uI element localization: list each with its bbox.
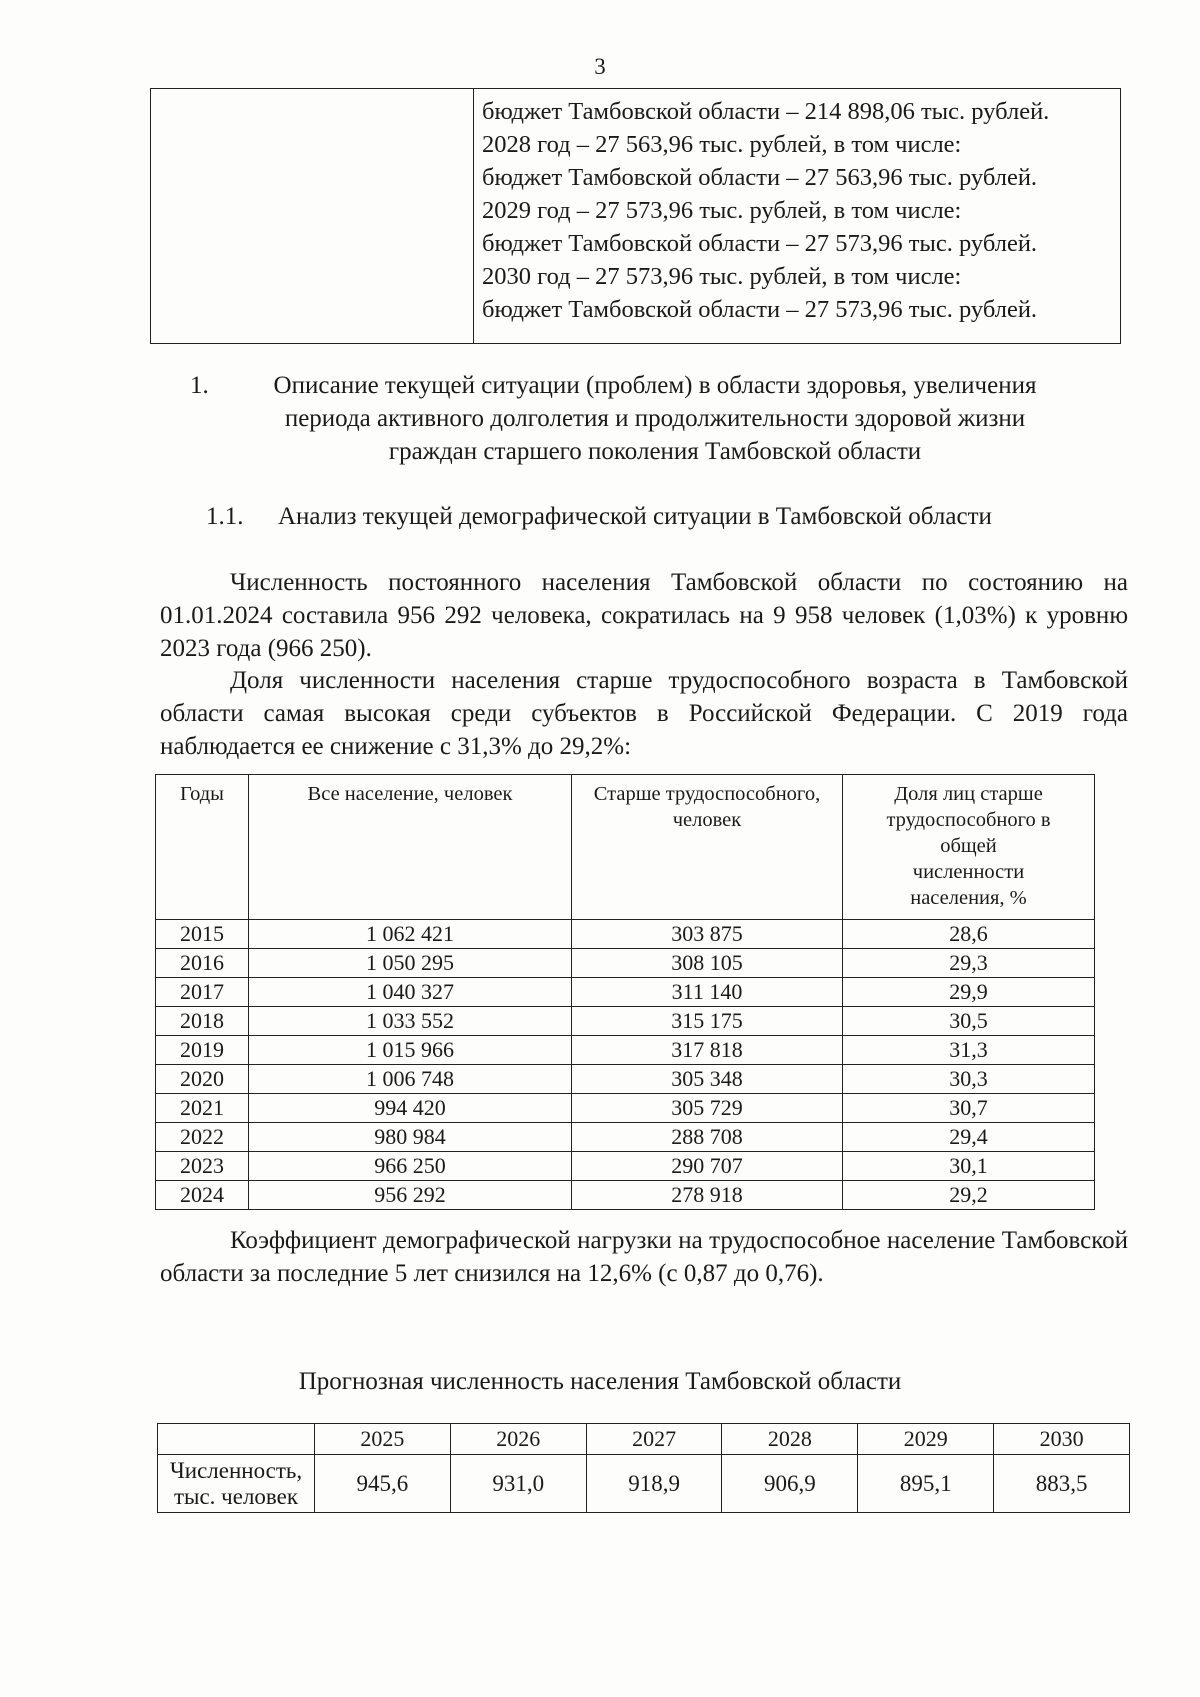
cell-above-working-age: 290 707 [572,1152,843,1181]
funding-line: 2028 год – 27 563,96 тыс. рублей, в том числе: [482,131,962,158]
funding-table-left-cell [151,89,474,344]
cell-share-percent: 29,2 [843,1181,1095,1210]
demographic-table-row [156,1094,1095,1123]
cell-year: 2016 [156,949,249,978]
demographic-table-header-row [156,775,1095,920]
cell-share-percent: 30,7 [843,1094,1095,1123]
funding-line: 2029 год – 27 573,96 тыс. рублей, в том числе: [482,197,962,224]
forecast-year-cell: 2029 [858,1424,994,1455]
demographic-table-row [156,1123,1095,1152]
cell-share-percent: 30,5 [843,1007,1095,1036]
forecast-value-cell: 883,5 [994,1455,1130,1513]
elderly-share-paragraph: Доля численности населения старше трудоспособного возраста в Тамбовской области самая высокая среди субъектов в Российской Федерации. С 2019 года наблюдается ее снижение с 31,3% до 29,2%: [160,667,1128,760]
forecast-year-row [158,1424,1130,1455]
cell-year: 2019 [156,1036,249,1065]
cell-total-population: 966 250 [249,1152,572,1181]
cell-above-working-age: 305 348 [572,1065,843,1094]
page-number: 3 [594,54,606,79]
funding-continuation-table [150,88,1121,344]
cell-above-working-age: 303 875 [572,920,843,949]
forecast-value-cell: 945,6 [315,1455,451,1513]
cell-total-population: 1 040 327 [249,978,572,1007]
forecast-value-cell: 918,9 [586,1455,722,1513]
forecast-year-cell: 2030 [994,1424,1130,1455]
funding-line: бюджет Тамбовской области – 27 563,96 тыс. рублей. [482,164,1038,191]
forecast-title: Прогнозная численность населения Тамбовской области [298,1368,902,1395]
demographic-table-row [156,978,1095,1007]
section-1-1-heading [206,503,992,531]
cell-share-percent: 28,6 [843,920,1095,949]
cell-year: 2024 [156,1181,249,1210]
funding-line: 2030 год – 27 573,96 тыс. рублей, в том числе: [482,263,962,290]
cell-total-population: 1 006 748 [249,1065,572,1094]
cell-above-working-age: 288 708 [572,1123,843,1152]
header-total-population: Все население, человек [249,775,572,920]
cell-share-percent: 29,9 [843,978,1095,1007]
funding-line: бюджет Тамбовской области – 27 573,96 тыс. рублей. [482,230,1038,257]
cell-share-percent: 31,3 [843,1036,1095,1065]
section-1-title-line: граждан старшего поколения Тамбовской области [388,438,922,465]
forecast-value-row [158,1455,1130,1513]
cell-share-percent: 29,3 [843,949,1095,978]
cell-year: 2022 [156,1123,249,1152]
cell-above-working-age: 315 175 [572,1007,843,1036]
cell-total-population: 980 984 [249,1123,572,1152]
demographic-table-row [156,949,1095,978]
cell-total-population: 1 062 421 [249,920,572,949]
forecast-value-cell: 895,1 [858,1455,994,1513]
cell-above-working-age: 305 729 [572,1094,843,1123]
population-paragraph: Численность постоянного населения Тамбовской области по состоянию на 01.01.2024 составила 956 292 человека, сократилась на 9 958 человек (1,03%) к уровню 2023 года (966 250). [160,569,1128,662]
demographic-table-row [156,1181,1095,1210]
cell-total-population: 1 050 295 [249,949,572,978]
forecast-value-cell: 931,0 [450,1455,586,1513]
cell-above-working-age: 278 918 [572,1181,843,1210]
cell-year: 2015 [156,920,249,949]
dependency-ratio-paragraph: Коэффициент демографической нагрузки на трудоспособное население Тамбовской области за последние 5 лет снизился на 12,6% (с 0,87 до 0,76). [160,1227,1128,1287]
section-1-1-number: 1.1. [206,503,244,530]
forecast-row-label: Численность, тыс. человек [158,1455,315,1513]
forecast-year-cell: 2028 [722,1424,858,1455]
forecast-value-cell: 906,9 [722,1455,858,1513]
demographic-table-row [156,920,1095,949]
forecast-year-cell: 2026 [450,1424,586,1455]
cell-share-percent: 30,3 [843,1065,1095,1094]
cell-year: 2018 [156,1007,249,1036]
header-above-working-age: Старше трудоспособного, человек [572,775,843,920]
cell-year: 2021 [156,1094,249,1123]
cell-above-working-age: 311 140 [572,978,843,1007]
cell-year: 2020 [156,1065,249,1094]
cell-above-working-age: 308 105 [572,949,843,978]
forecast-table [157,1423,1130,1513]
section-1-title-line: периода активного долголетия и продолжительности здоровой жизни [284,405,1026,432]
forecast-year-cell: 2025 [315,1424,451,1455]
section-1-number: 1. [190,372,209,399]
section-1-1-title: Анализ текущей демографической ситуации в Тамбовской области [278,503,992,530]
cell-total-population: 1 033 552 [249,1007,572,1036]
demographic-table-row [156,1036,1095,1065]
header-share-percent: Доля лиц старше трудоспособного в общей численности населения, % [843,775,1095,920]
funding-table-right-cell [474,89,1121,344]
cell-share-percent: 30,1 [843,1152,1095,1181]
section-1-heading [190,369,1120,468]
funding-line: бюджет Тамбовской области – 27 573,96 тыс. рублей. [482,296,1038,323]
demographic-table-row [156,1152,1095,1181]
forecast-year-cell: 2027 [586,1424,722,1455]
demographic-table-body [156,920,1095,1210]
cell-share-percent: 29,4 [843,1123,1095,1152]
cell-total-population: 956 292 [249,1181,572,1210]
funding-line: бюджет Тамбовской области – 214 898,06 тыс. рублей. [482,98,1050,125]
header-years: Годы [156,775,249,920]
cell-above-working-age: 317 818 [572,1036,843,1065]
cell-total-population: 994 420 [249,1094,572,1123]
section-1-title-line: Описание текущей ситуации (проблем) в области здоровья, увеличения [273,372,1037,399]
demographic-table [155,774,1095,1210]
cell-total-population: 1 015 966 [249,1036,572,1065]
forecast-corner-cell [158,1424,315,1455]
cell-year: 2023 [156,1152,249,1181]
cell-year: 2017 [156,978,249,1007]
demographic-table-row [156,1065,1095,1094]
demographic-table-row [156,1007,1095,1036]
